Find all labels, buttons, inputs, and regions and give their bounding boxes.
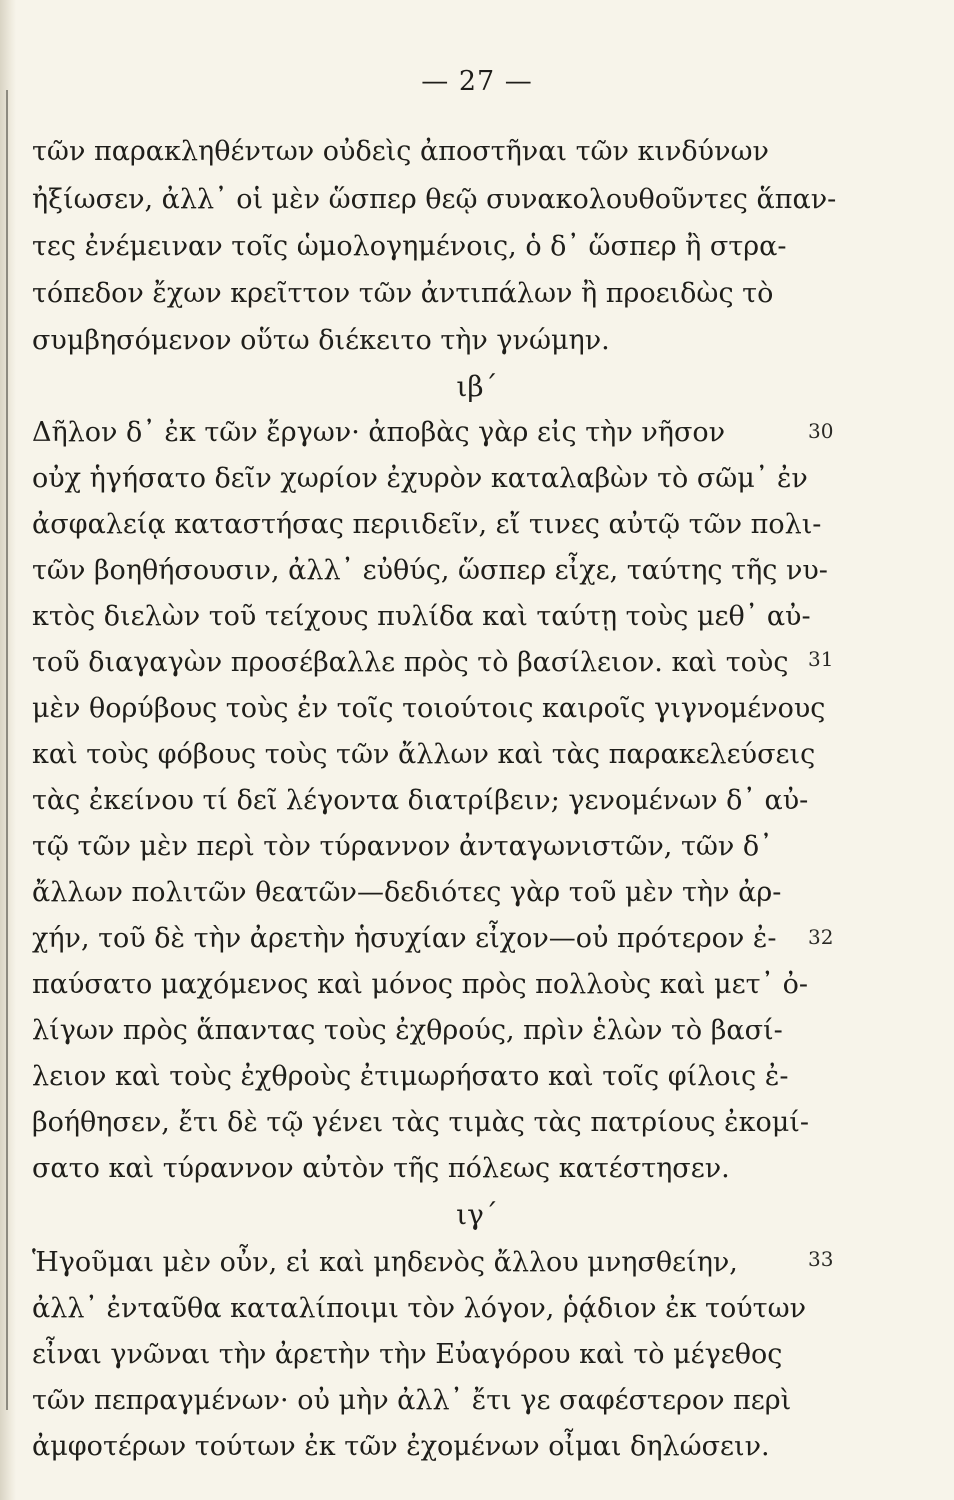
text-line: τῶν πεπραγμένων· οὐ μὴν ἀλλ᾽ ἔτι γε σαφέστερον περὶ: [32, 1385, 792, 1416]
text-line: τοῦ διαγαγὼν προσέβαλλε πρὸς τὸ βασίλειον. καὶ τοὺς: [32, 647, 789, 678]
margin-number: 33: [808, 1247, 834, 1271]
margin-number: 32: [808, 925, 834, 949]
text-line: χήν, τοῦ δὲ τὴν ἀρετὴν ἡσυχίαν εἶχον—οὐ πρότερον ἐ-: [32, 923, 777, 954]
text-line: συμβησόμενον οὕτω διέκειτο τὴν γνώμην.: [32, 325, 610, 356]
text-line: τῷ τῶν μὲν περὶ τὸν τύραννον ἀνταγωνιστῶν, τῶν δ᾽: [32, 831, 773, 862]
text-line: λειον καὶ τοὺς ἐχθροὺς ἐτιμωρήσατο καὶ τοῖς φίλοις ἐ-: [32, 1061, 789, 1092]
text-line: καὶ τοὺς φόβους τοὺς τῶν ἄλλων καὶ τὰς παρακελεύσεις: [32, 739, 816, 770]
text-line: κτὸς διελὼν τοῦ τείχους πυλίδα καὶ ταύτῃ τοὺς μεθ᾽ αὐ-: [32, 601, 811, 632]
page-number: — 27 —: [421, 66, 533, 97]
text-line: Δῆλον δ᾽ ἐκ τῶν ἔργων· ἀποβὰς γὰρ εἰς τὴν νῆσον: [32, 417, 726, 448]
text-line: ἀλλ᾽ ἐνταῦθα καταλίποιμι τὸν λόγον, ῥᾴδιον ἐκ τούτων: [32, 1293, 807, 1324]
text-line: εἶναι γνῶναι τὴν ἀρετὴν τὴν Εὐαγόρου καὶ τὸ μέγεθος: [32, 1339, 783, 1370]
text-line: ἀσφαλείᾳ καταστήσας περιιδεῖν, εἴ τινες αὐτῷ τῶν πολι-: [32, 509, 822, 540]
section-heading: ιβ´: [456, 370, 498, 403]
text-line: ἄλλων πολιτῶν θεατῶν—δεδιότες γὰρ τοῦ μὲν τὴν ἀρ-: [32, 877, 782, 908]
text-line: τόπεδον ἔχων κρεῖττον τῶν ἀντιπάλων ἢ προειδὼς τὸ: [32, 278, 774, 309]
text-line: βοήθησεν, ἔτι δὲ τῷ γένει τὰς τιμὰς τὰς πατρίους ἐκομί-: [32, 1107, 810, 1138]
text-line: Ἡγοῦμαι μὲν οὖν, εἰ καὶ μηδενὸς ἄλλου μνησθείην,: [32, 1247, 738, 1278]
text-line: ἠξίωσεν, ἀλλ᾽ οἱ μὲν ὥσπερ θεῷ συνακολουθοῦντες ἅπαν-: [32, 184, 837, 215]
text-line: τῶν βοηθήσουσιν, ἀλλ᾽ εὐθύς, ὥσπερ εἶχε, ταύτης τῆς νυ-: [32, 555, 828, 586]
text-line: οὐχ ἡγήσατο δεῖν χωρίον ἐχυρὸν καταλαβὼν τὸ σῶμ᾽ ἐν: [32, 463, 808, 494]
margin-number: 30: [808, 419, 834, 443]
text-line: σατο καὶ τύραννον αὐτὸν τῆς πόλεως κατέστησεν.: [32, 1153, 730, 1184]
text-line: τῶν παρακληθέντων οὐδεὶς ἀποστῆναι τῶν κινδύνων: [32, 136, 769, 167]
text-line: παύσατο μαχόμενος καὶ μόνος πρὸς πολλοὺς καὶ μετ᾽ ὀ-: [32, 969, 808, 1000]
margin-number: 31: [808, 647, 834, 671]
text-line: τες ἐνέμειναν τοῖς ὡμολογημένοις, ὁ δ᾽ ὥσπερ ἢ στρα-: [32, 231, 787, 262]
section-heading: ιγ´: [456, 1198, 498, 1231]
text-line: ἀμφοτέρων τούτων ἐκ τῶν ἐχομένων οἶμαι δηλώσειν.: [32, 1431, 770, 1462]
text-line: μὲν θορύβους τοὺς ἐν τοῖς τοιούτοις καιροῖς γιγνομένους: [32, 693, 826, 724]
text-line: τὰς ἐκείνου τί δεῖ λέγοντα διατρίβειν; γενομένων δ᾽ αὐ-: [32, 785, 809, 816]
text-line: λίγων πρὸς ἅπαντας τοὺς ἐχθρούς, πρὶν ἑλὼν τὸ βασί-: [32, 1015, 783, 1046]
page-spine-shadow: [0, 0, 16, 1500]
